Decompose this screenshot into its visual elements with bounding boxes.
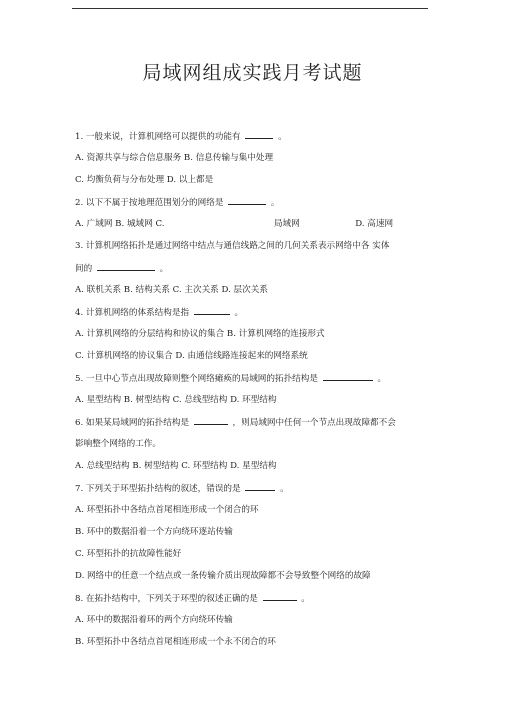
question-2-options [75,218,393,230]
question-6-line-1 [75,416,396,429]
question-1-options-2: C. 均衡负荷与分布处理 D. 以上都是 [75,175,214,185]
question-8-option-a: A. 环中的数据沿着环的两个方向绕环传输 [75,615,233,625]
question-2-end: 。 [270,198,280,208]
answer-blank [245,482,275,491]
answer-blank [245,130,273,139]
question-1 [75,130,287,143]
question-5-options: A. 星型结构 B. 树型结构 C. 总线型结构 D. 环型结构 [75,395,277,405]
question-3-line-1: 3. 计算机网络拓扑是通过网络中结点与通信线路之间的几何关系表示网络中各 实体 [75,241,390,251]
question-4-prompt: 4. 计算机网络的体系结构是指 [75,308,190,318]
question-7-option-a: A. 环型拓扑中各结点首尾相连形成一个闭合的环 [75,505,259,515]
answer-blank [263,592,297,601]
question-6-line-2: 影响整个网络的工作。 [75,439,161,449]
question-8-prompt: 8. 在拓扑结构中，下列关于环型的叙述正确的是 [75,594,258,604]
answer-blank [228,196,266,205]
question-2-prompt: 2. 以下不属于按地理范围划分的网络是 [75,198,224,208]
question-1-end: 。 [278,132,287,142]
question-8-end: 。 [301,594,310,604]
header-rule [72,8,428,9]
answer-blank [323,372,373,381]
question-6-options: A. 总线型结构 B. 树型结构 C. 环型结构 D. 星型结构 [75,461,277,471]
question-7-option-c: C. 环型拓扑的抗故障性能好 [75,549,182,559]
question-3-prompt-2: 间的 [75,264,93,274]
page-title: 局域网组成实践月考试题 [142,62,363,84]
answer-blank [194,306,230,315]
question-5-prompt: 5. 一旦中心节点出现故障则整个网络瘫痪的局域网的拓扑结构是 [75,374,318,384]
question-8-option-b: B. 环型拓扑中各结点首尾相连形成一个永不闭合的环 [75,637,276,647]
question-4 [75,306,243,319]
question-5 [75,372,386,385]
question-7-option-b: B. 环中的数据沿着一个方向绕环逐站传输 [75,527,233,537]
answer-blank [97,262,155,271]
question-1-prompt: 1. 一般来说，计算机网络可以提供的功能有 [75,132,241,142]
question-2-options-part1: A. 广域网 B. 城域网 C. [75,219,165,229]
question-5-end: 。 [377,374,387,384]
question-6-prompt-1-after: ，则局域网中任何一个节点出现故障都不会 [232,418,396,428]
question-2-options-part2: 局域网 [273,219,300,229]
question-2-options-part3: D. 高速网 [355,219,394,229]
answer-blank [194,416,228,425]
question-4-end: 。 [234,308,244,318]
question-3-options: A. 联机关系 B. 结构关系 C. 主次关系 D. 层次关系 [75,285,268,295]
question-1-options-1: A. 资源共享与综合信息服务 B. 信息传输与集中处理 [75,153,274,163]
question-7-end: 。 [280,484,289,494]
question-4-options-1: A. 计算机网络的分层结构和协议的集合 B. 计算机网络的连接形式 [75,329,325,339]
question-6-prompt-1: 6. 如果某局域网的拓扑结构是 [75,418,190,428]
question-7-option-d: D. 网络中的任意一个结点或一条传输介质出现故障都不会导致整个网络的故障 [75,571,371,581]
question-7 [75,482,289,495]
question-8 [75,592,310,605]
question-2 [75,196,280,209]
question-3-line-2 [75,262,168,275]
question-3-end: 。 [159,264,169,274]
question-4-options-2: C. 计算机网络的协议集合 D. 由通信线路连接起来的网络系统 [75,351,308,361]
question-7-prompt: 7. 下列关于环型拓扑结构的叙述，错误的是 [75,484,241,494]
